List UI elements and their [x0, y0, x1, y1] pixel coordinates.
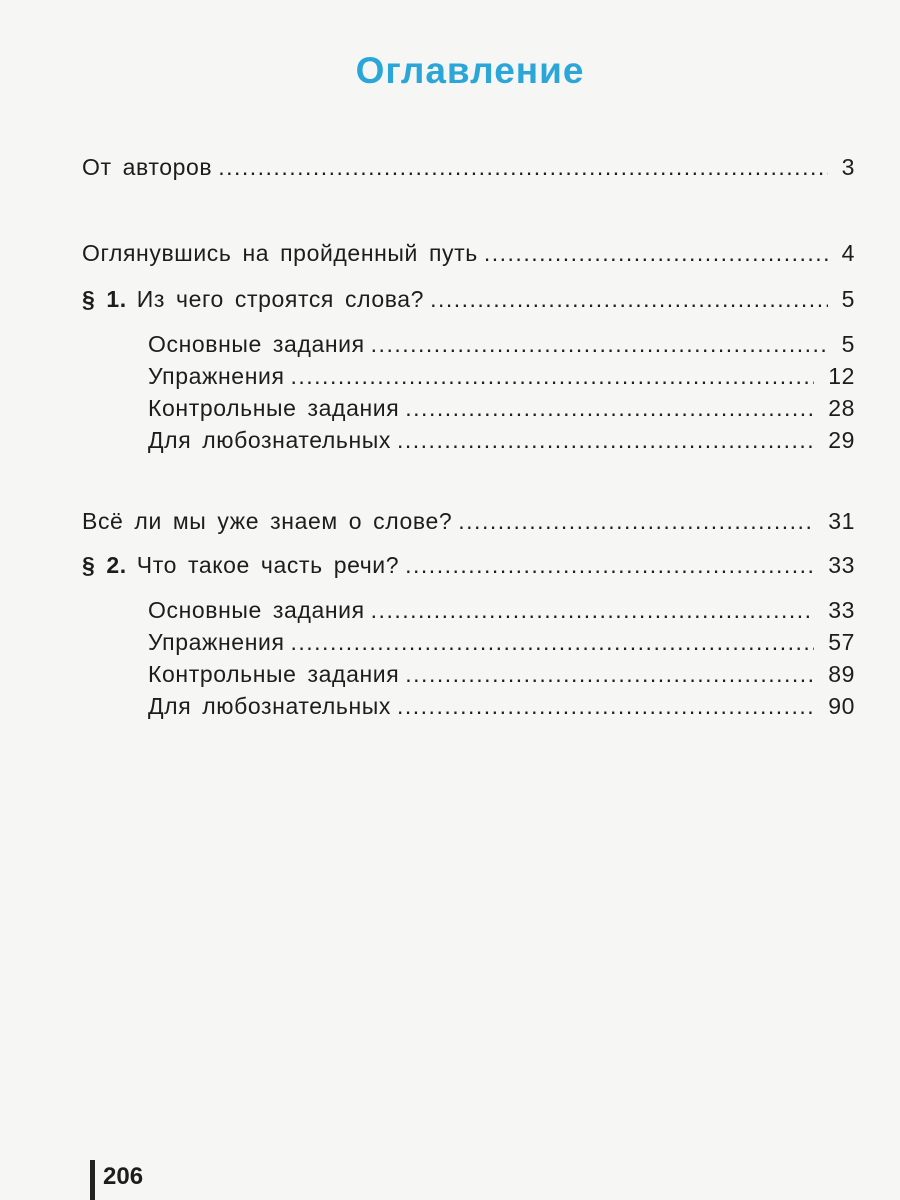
toc-entry-label: Всё ли мы уже знаем о слове?: [82, 508, 453, 534]
toc-entry-page: 33: [828, 597, 855, 623]
toc-subentry-exercises-1[interactable]: [148, 363, 855, 390]
toc-entry-looking-back[interactable]: [82, 240, 855, 267]
toc-entry-page: 31: [828, 508, 855, 534]
toc-leader-dots: [405, 395, 814, 422]
toc-subentry-main-tasks-2[interactable]: [148, 597, 855, 624]
toc-entry-label: Для любознательных: [148, 693, 391, 719]
toc-entry-label: Контрольные задания: [148, 661, 400, 687]
toc-subentry-control-tasks-1[interactable]: [148, 395, 855, 422]
toc-section-number: § 2.: [82, 552, 127, 578]
toc-entry-page: 12: [828, 363, 855, 389]
toc-entry-page: 4: [841, 240, 855, 266]
toc-entry-page: 57: [828, 629, 855, 655]
toc-subentry-main-tasks-1[interactable]: [148, 331, 855, 358]
toc-leader-dots: [291, 629, 815, 656]
toc-entry-from-authors[interactable]: [82, 154, 855, 181]
toc-leader-dots: [218, 154, 827, 181]
toc-subentry-curious-1[interactable]: [148, 427, 855, 454]
toc-entry-label: Для любознательных: [148, 427, 391, 453]
toc-section-number: § 1.: [82, 286, 127, 312]
toc-subentry-control-tasks-2[interactable]: [148, 661, 855, 688]
toc-entry-label: Что такое часть речи?: [136, 552, 400, 578]
toc-leader-dots: [458, 508, 814, 535]
toc-leader-dots: [484, 240, 828, 267]
toc-entry-page: 90: [828, 693, 855, 719]
toc-entry-label: Упражнения: [148, 363, 285, 389]
toc-entry-page: 33: [828, 552, 855, 578]
toc-leader-dots: [397, 427, 814, 454]
toc-entry-page: 3: [841, 154, 855, 180]
toc-entry-section-1[interactable]: [82, 286, 855, 313]
toc-leader-dots: [430, 286, 828, 313]
toc-leader-dots: [405, 661, 814, 688]
toc-entry-label: Основные задания: [148, 597, 365, 623]
toc-entry-page: 5: [841, 331, 855, 357]
toc-leader-dots: [405, 552, 814, 579]
toc-entry-about-word[interactable]: [82, 508, 855, 535]
toc-leader-dots: [371, 331, 828, 358]
toc-entry-page: 28: [828, 395, 855, 421]
toc-entry-page: 5: [841, 286, 855, 312]
page-number: 206: [90, 1160, 143, 1200]
toc-entry-label: Контрольные задания: [148, 395, 400, 421]
toc-entry-section-2[interactable]: [82, 552, 855, 579]
toc-subentry-curious-2[interactable]: [148, 693, 855, 720]
toc-entry-label: Из чего строятся слова?: [136, 286, 425, 312]
toc-entry-label: Упражнения: [148, 629, 285, 655]
toc-entry-label: Оглянувшись на пройденный путь: [82, 240, 478, 266]
toc-leader-dots: [291, 363, 815, 390]
toc-entry-page: 29: [828, 427, 855, 453]
toc-subentry-exercises-2[interactable]: [148, 629, 855, 656]
toc-leader-dots: [397, 693, 814, 720]
toc-entry-label: От авторов: [82, 154, 213, 180]
toc-entry-label: Основные задания: [148, 331, 365, 357]
page-title: Оглавление: [355, 50, 585, 91]
toc-leader-dots: [371, 597, 815, 624]
toc-entry-page: 89: [828, 661, 855, 687]
